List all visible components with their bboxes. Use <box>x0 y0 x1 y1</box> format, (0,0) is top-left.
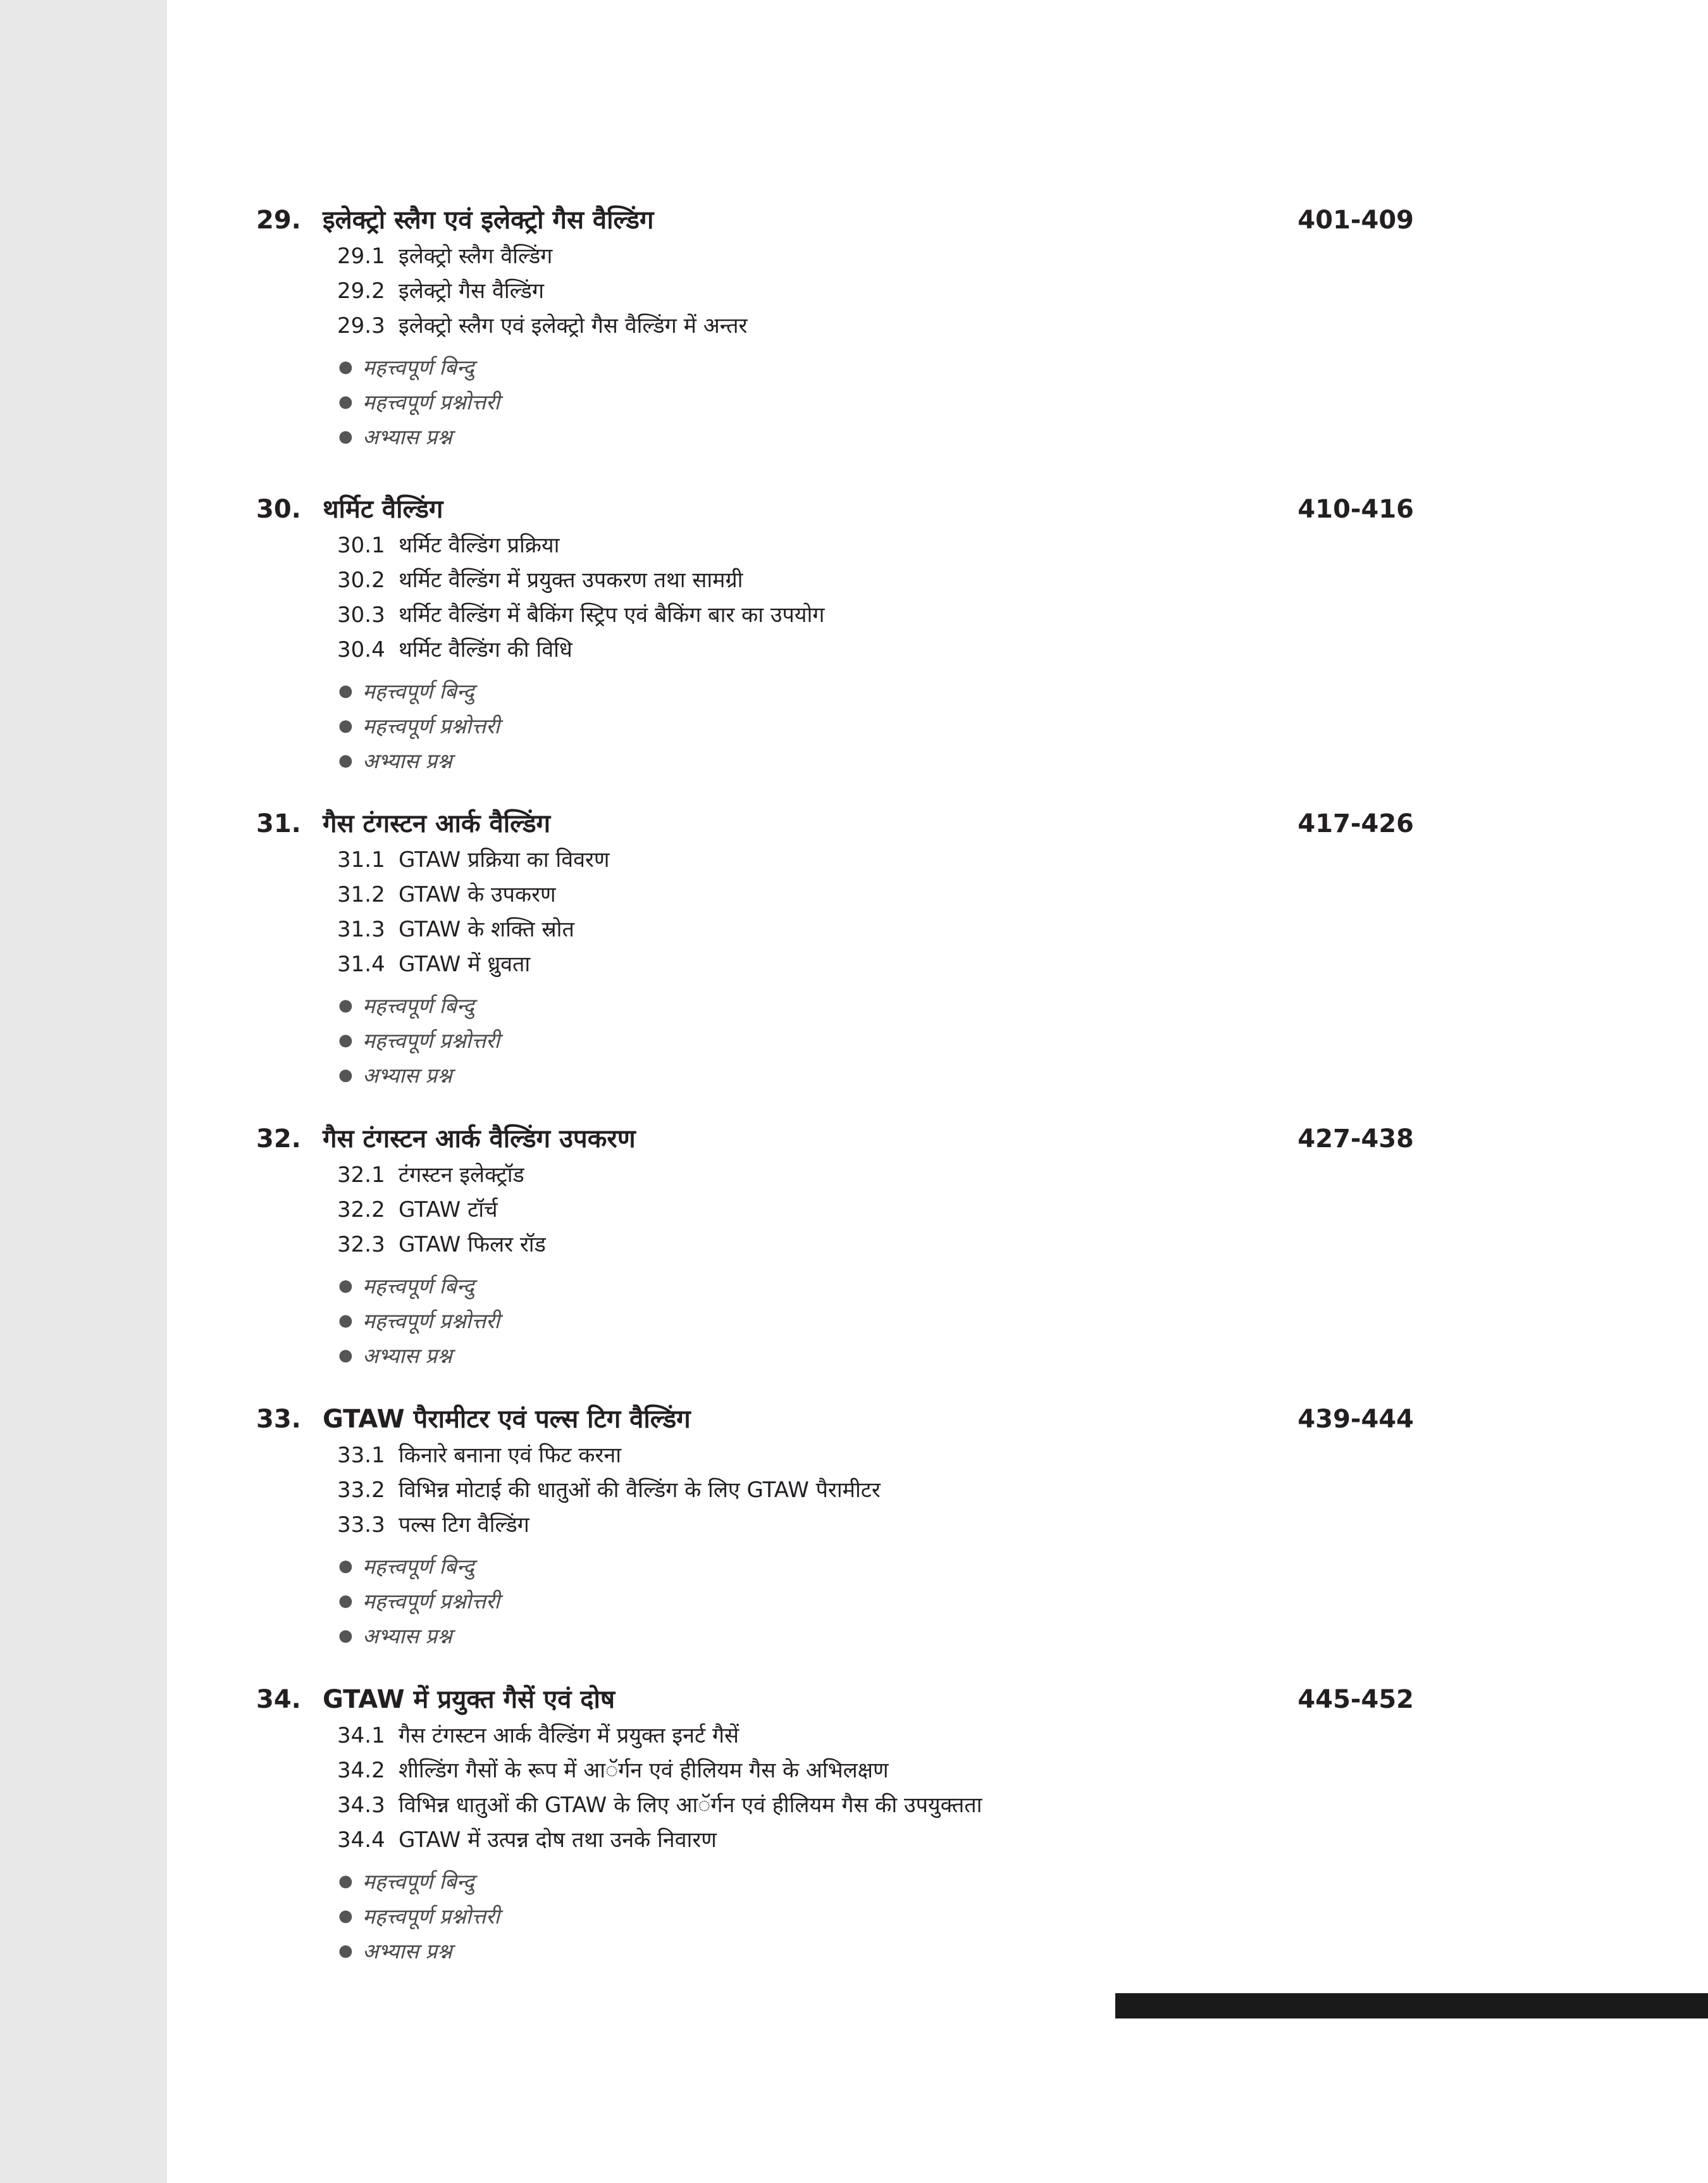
extra-label: महत्त्वपूर्ण प्रश्नोत्तरी <box>362 714 500 738</box>
section-item[interactable] <box>256 1753 1414 1788</box>
section-item[interactable] <box>256 1719 1414 1753</box>
section-title: GTAW में ध्रुवता <box>399 952 531 977</box>
chapter-heading[interactable] <box>256 201 1414 239</box>
extras-list <box>256 1549 1414 1653</box>
section-number: 34.3 <box>337 1793 385 1818</box>
chapter-page-range: 417-426 <box>1297 809 1414 838</box>
chapter-heading[interactable] <box>256 1120 1414 1158</box>
section-item[interactable] <box>256 947 1414 982</box>
chapter-title: GTAW में प्रयुक्त गैसें एवं दोष <box>323 1685 615 1714</box>
chapter-page-range: 427-438 <box>1297 1124 1414 1154</box>
extra-label: महत्त्वपूर्ण प्रश्नोत्तरी <box>362 390 500 414</box>
section-list <box>256 1438 1414 1543</box>
extra-item[interactable] <box>256 420 1414 454</box>
bullet-icon: ● <box>338 1031 353 1050</box>
bullet-icon: ● <box>338 1276 353 1295</box>
extra-label: अभ्यास प्रश्न <box>362 425 452 449</box>
section-title: इलेक्ट्रो गैस वैल्डिंग <box>399 278 545 304</box>
section-list <box>256 528 1414 668</box>
chapter-title: इलेक्ट्रो स्लैग एवं इलेक्ट्रो गैस वैल्डिंग <box>323 206 654 235</box>
extra-label: महत्त्वपूर्ण बिन्दु <box>362 355 474 380</box>
extra-label: महत्त्वपूर्ण प्रश्नोत्तरी <box>362 1904 500 1929</box>
section-title: गैस टंगस्टन आर्क वैल्डिंग में प्रयुक्त इनर्ट गैसें <box>399 1723 740 1748</box>
section-item[interactable] <box>256 633 1414 668</box>
chapter-title: GTAW पैरामीटर एवं पल्स टिग वैल्डिंग <box>323 1405 691 1434</box>
chapter-page-range: 439-444 <box>1297 1405 1414 1434</box>
extras-list <box>256 1269 1414 1373</box>
chapter-title: गैस टंगस्टन आर्क वैल्डिंग उपकरण <box>323 1124 636 1154</box>
section-title: टंगस्टन इलेक्ट्रॉड <box>399 1162 524 1188</box>
section-number: 33.2 <box>337 1477 385 1503</box>
section-item[interactable] <box>256 309 1414 344</box>
bullet-icon: ● <box>338 681 353 700</box>
extra-label: महत्त्वपूर्ण प्रश्नोत्तरी <box>362 1028 500 1053</box>
section-number: 33.3 <box>337 1512 385 1538</box>
section-number: 32.3 <box>337 1232 385 1257</box>
section-item[interactable] <box>256 563 1414 598</box>
section-title: इलेक्ट्रो स्लैग एवं इलेक्ट्रो गैस वैल्डिंग में अन्तर <box>399 313 748 339</box>
section-item[interactable] <box>256 598 1414 633</box>
section-item[interactable] <box>256 1788 1414 1823</box>
extra-item[interactable] <box>256 674 1414 709</box>
extra-label: अभ्यास प्रश्न <box>362 749 452 773</box>
bullet-icon: ● <box>338 996 353 1015</box>
bullet-icon: ● <box>338 1557 353 1576</box>
section-title: थर्मिट वैल्डिंग प्रक्रिया <box>399 533 560 558</box>
extra-item[interactable] <box>256 1338 1414 1373</box>
section-title: GTAW के शक्ति स्रोत <box>399 917 574 942</box>
section-title: विभिन्न मोटाई की धातुओं की वैल्डिंग के लिए GTAW पैरामीटर <box>399 1477 881 1503</box>
chapter-heading[interactable] <box>256 805 1414 843</box>
chapter-31 <box>256 805 1414 1093</box>
section-number: 34.1 <box>337 1723 385 1748</box>
extra-label: महत्त्वपूर्ण बिन्दु <box>362 679 474 704</box>
bullet-icon: ● <box>338 358 353 376</box>
extra-label: महत्त्वपूर्ण बिन्दु <box>362 993 474 1018</box>
chapter-number: 30. <box>256 495 301 524</box>
section-item[interactable] <box>256 1473 1414 1508</box>
section-title: थर्मिट वैल्डिंग में बैकिंग स्ट्रिप एवं बैकिंग बार का उपयोग <box>399 602 825 628</box>
extra-item[interactable] <box>256 1584 1414 1619</box>
section-number: 29.1 <box>337 244 385 269</box>
section-item[interactable] <box>256 912 1414 947</box>
chapter-page-range: 410-416 <box>1297 495 1414 524</box>
extra-item[interactable] <box>256 988 1414 1023</box>
extra-item[interactable] <box>256 1934 1414 1968</box>
chapter-page-range: 401-409 <box>1297 206 1414 235</box>
chapter-number: 34. <box>256 1685 301 1714</box>
chapter-title: गैस टंगस्टन आर्क वैल्डिंग <box>323 809 551 838</box>
extra-item[interactable] <box>256 1269 1414 1303</box>
extra-label: महत्त्वपूर्ण प्रश्नोत्तरी <box>362 1309 500 1333</box>
section-list <box>256 1719 1414 1858</box>
section-number: 29.3 <box>337 313 385 339</box>
extra-label: महत्त्वपूर्ण बिन्दु <box>362 1274 474 1298</box>
bullet-icon: ● <box>338 1941 353 1960</box>
bullet-icon: ● <box>338 1626 353 1645</box>
section-item[interactable] <box>256 878 1414 912</box>
section-number: 31.3 <box>337 917 385 942</box>
extra-label: अभ्यास प्रश्न <box>362 1624 452 1648</box>
extra-item[interactable] <box>256 385 1414 420</box>
extra-item[interactable] <box>256 743 1414 778</box>
extra-item[interactable] <box>256 1549 1414 1584</box>
extras-list <box>256 350 1414 454</box>
bullet-icon: ● <box>338 1346 353 1365</box>
chapter-number: 31. <box>256 809 301 838</box>
bullet-icon: ● <box>338 1872 353 1891</box>
page-footer-bar <box>1115 1993 1708 2018</box>
section-number: 30.3 <box>337 602 385 628</box>
bullet-icon: ● <box>338 1591 353 1610</box>
bullet-icon: ● <box>338 427 353 446</box>
section-item[interactable] <box>256 1508 1414 1543</box>
chapter-title: थर्मिट वैल्डिंग <box>323 495 443 524</box>
extra-item[interactable] <box>256 1303 1414 1338</box>
section-item[interactable] <box>256 1158 1414 1193</box>
section-item[interactable] <box>256 1823 1414 1858</box>
section-number: 31.1 <box>337 847 385 873</box>
chapter-heading[interactable] <box>256 1400 1414 1438</box>
section-item[interactable] <box>256 843 1414 878</box>
section-title: थर्मिट वैल्डिंग की विधि <box>399 637 572 662</box>
chapter-number: 29. <box>256 206 301 235</box>
section-list <box>256 239 1414 344</box>
section-title: इलेक्ट्रो स्लैग वैल्डिंग <box>399 244 553 269</box>
section-item[interactable] <box>256 239 1414 274</box>
bullet-icon: ● <box>338 392 353 411</box>
section-title: GTAW फिलर रॉड <box>399 1232 546 1257</box>
extra-item[interactable] <box>256 1058 1414 1093</box>
section-title: थर्मिट वैल्डिंग में प्रयुक्त उपकरण तथा सामग्री <box>399 568 743 593</box>
section-number: 32.2 <box>337 1197 385 1222</box>
section-number: 30.1 <box>337 533 385 558</box>
section-number: 34.4 <box>337 1827 385 1853</box>
extra-item[interactable] <box>256 1899 1414 1934</box>
section-title: विभिन्न धातुओं की GTAW के लिए आॅर्गन एवं हीलियम गैस की उपयुक्तता <box>399 1793 982 1818</box>
extra-item[interactable] <box>256 1864 1414 1899</box>
extras-list <box>256 988 1414 1093</box>
chapter-page-range: 445-452 <box>1297 1685 1414 1714</box>
section-list <box>256 1158 1414 1262</box>
section-title: पल्स टिग वैल्डिंग <box>399 1512 529 1538</box>
section-title: GTAW में उत्पन्न दोष तथा उनके निवारण <box>399 1827 717 1853</box>
section-number: 34.2 <box>337 1758 385 1783</box>
section-title: शील्डिंग गैसों के रूप में आॅर्गन एवं हीलियम गैस के अभिलक्षण <box>399 1758 889 1783</box>
extra-label: महत्त्वपूर्ण प्रश्नोत्तरी <box>362 1589 500 1614</box>
section-number: 32.1 <box>337 1162 385 1188</box>
extra-label: अभ्यास प्रश्न <box>362 1343 452 1368</box>
extras-list <box>256 674 1414 778</box>
extra-item[interactable] <box>256 350 1414 385</box>
bullet-icon: ● <box>338 1066 353 1085</box>
chapter-heading[interactable] <box>256 490 1414 528</box>
bullet-icon: ● <box>338 751 353 770</box>
chapter-34 <box>256 1681 1414 1968</box>
bullet-icon: ● <box>338 1906 353 1925</box>
section-item[interactable] <box>256 274 1414 309</box>
bullet-icon: ● <box>338 716 353 735</box>
section-title: GTAW के उपकरण <box>399 882 556 907</box>
section-title: किनारे बनाना एवं फिट करना <box>399 1443 622 1468</box>
section-number: 29.2 <box>337 278 385 304</box>
chapter-32 <box>256 1120 1414 1373</box>
chapter-heading[interactable] <box>256 1681 1414 1719</box>
extra-item[interactable] <box>256 709 1414 743</box>
chapter-number: 32. <box>256 1124 301 1154</box>
extra-label: महत्त्वपूर्ण बिन्दु <box>362 1554 474 1579</box>
section-item[interactable] <box>256 1228 1414 1262</box>
chapter-29 <box>256 201 1414 454</box>
extra-label: अभ्यास प्रश्न <box>362 1063 452 1088</box>
section-item[interactable] <box>256 1193 1414 1228</box>
chapter-number: 33. <box>256 1405 301 1434</box>
chapter-33 <box>256 1400 1414 1653</box>
extra-item[interactable] <box>256 1619 1414 1653</box>
bullet-icon: ● <box>338 1311 353 1330</box>
section-item[interactable] <box>256 1438 1414 1473</box>
extras-list <box>256 1864 1414 1968</box>
section-list <box>256 843 1414 982</box>
extra-label: अभ्यास प्रश्न <box>362 1939 452 1963</box>
extra-item[interactable] <box>256 1023 1414 1058</box>
section-number: 31.4 <box>337 952 385 977</box>
extra-label: महत्त्वपूर्ण बिन्दु <box>362 1869 474 1894</box>
section-item[interactable] <box>256 528 1414 563</box>
chapter-30 <box>256 490 1414 778</box>
section-number: 30.2 <box>337 568 385 593</box>
section-number: 31.2 <box>337 882 385 907</box>
section-number: 30.4 <box>337 637 385 662</box>
section-title: GTAW टॉर्च <box>399 1197 498 1222</box>
section-title: GTAW प्रक्रिया का विवरण <box>399 847 610 873</box>
section-number: 33.1 <box>337 1443 385 1468</box>
